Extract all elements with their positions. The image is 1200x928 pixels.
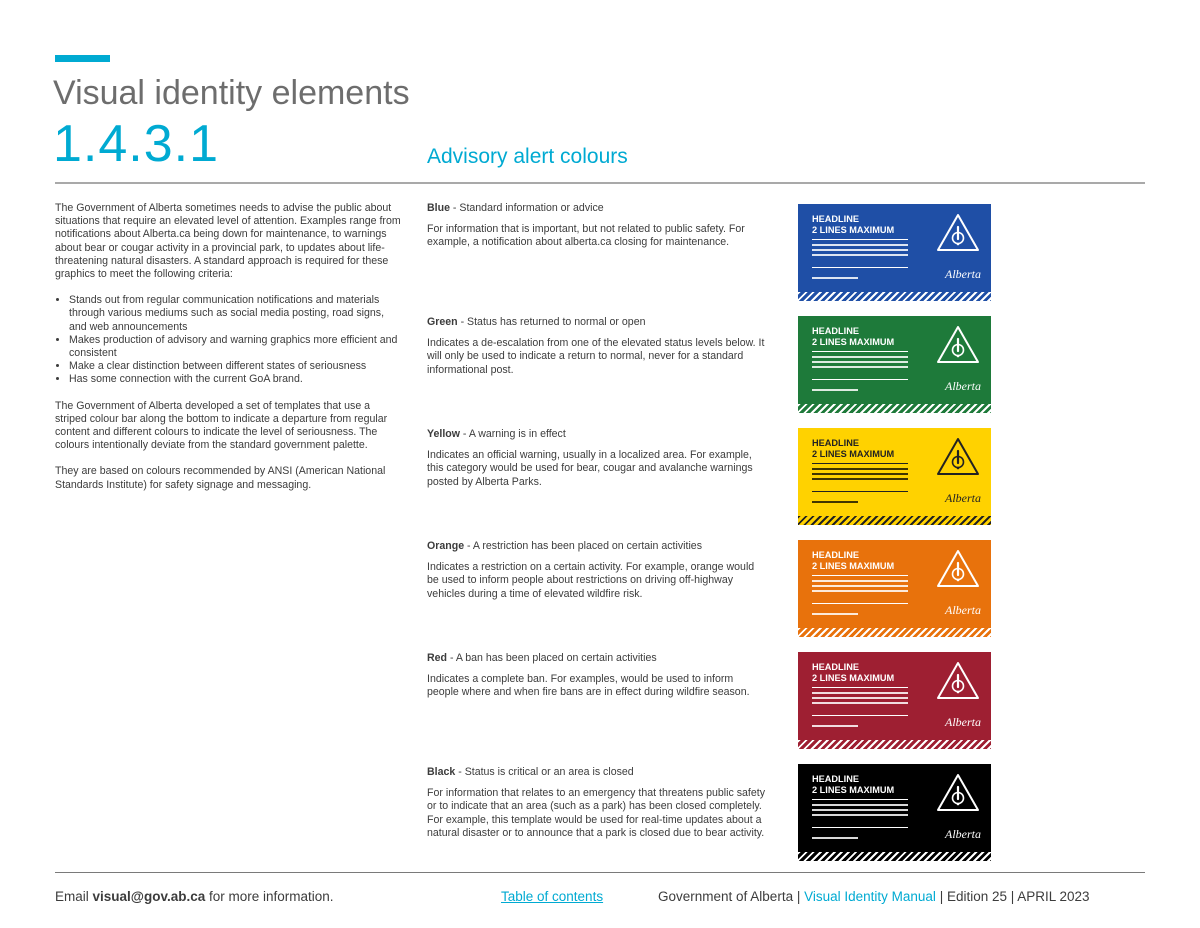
top-divider bbox=[55, 182, 1145, 184]
alert-black-text bbox=[427, 766, 767, 840]
alert-green-text bbox=[427, 316, 767, 377]
section-title: Visual identity elements bbox=[53, 74, 410, 112]
card-divider bbox=[812, 379, 908, 380]
card-divider bbox=[812, 491, 908, 492]
card-footer-line bbox=[812, 837, 858, 839]
accent-bar bbox=[55, 55, 110, 62]
alert-orange-text bbox=[427, 540, 767, 601]
alert-level-description: For information that relates to an emergency that threatens public safety or to indicate that an area (such as a park) has been closed completely. For example, this template would be used for real-time updates about a natural disaster or to announce that a park is closed due to bear activity. bbox=[427, 787, 766, 839]
intro-text bbox=[55, 202, 401, 505]
alert-card-yellow bbox=[798, 428, 991, 525]
bottom-divider bbox=[55, 872, 1145, 873]
card-headline: HEADLINE 2 LINES MAXIMUM bbox=[812, 550, 895, 571]
card-headline: HEADLINE 2 LINES MAXIMUM bbox=[812, 214, 895, 235]
card-footer-line bbox=[812, 389, 858, 391]
card-stripe-bar bbox=[798, 404, 991, 413]
card-body-lines bbox=[812, 692, 908, 707]
card-footer-line bbox=[812, 501, 858, 503]
alert-level-description: Indicates a restriction on a certain activity. For example, orange would be used to inform people about restrictions on driving off-highway vehicles during a time of elevated wildfire risk. bbox=[427, 561, 755, 600]
alert-level-summary: - A restriction has been placed on certain activities bbox=[464, 540, 702, 552]
warning-triangle-icon bbox=[936, 661, 980, 701]
footer-contact: Email visual@gov.ab.ca for more information. bbox=[55, 889, 334, 904]
alert-level-description: Indicates a complete ban. For examples, would be used to inform people where and when fire bans are in effect during wildfire season. bbox=[427, 673, 750, 699]
page-heading: Advisory alert colours bbox=[427, 145, 628, 168]
alert-level-summary: - Standard information or advice bbox=[449, 202, 604, 214]
card-divider bbox=[812, 687, 908, 688]
table-of-contents-link[interactable]: Table of contents bbox=[501, 889, 604, 904]
intro-paragraph: They are based on colours recommended by ANSI (American National Standards Institute) for safety signage and messaging. bbox=[55, 465, 386, 491]
card-divider bbox=[812, 715, 908, 716]
footer-edition: Government of Alberta | Visual Identity Manual | Edition 25 | APRIL 2023 bbox=[658, 889, 1090, 904]
alert-blue-text bbox=[427, 202, 767, 250]
card-headline: HEADLINE 2 LINES MAXIMUM bbox=[812, 774, 895, 795]
alert-level-description: For information that is important, but not related to public safety. For example, a notification about alberta.ca closing for maintenance. bbox=[427, 223, 745, 249]
alert-card-red bbox=[798, 652, 991, 749]
alert-level-summary: - A ban has been placed on certain activities bbox=[447, 652, 657, 664]
intro-paragraph: The Government of Alberta sometimes needs to advise the public about situations that require an elevated level of attention. Examples range from notifications about Alberta.ca being down for maintenance, to warnings about bear or cougar activity in a provincial park, to updates about life-threatening natural disasters. A standard approach is required for these graphics to meet the following criteria: bbox=[55, 202, 401, 281]
alberta-logo: Alberta bbox=[945, 491, 981, 505]
alert-level-description: Indicates an official warning, usually in a localized area. For example, this category would be used for bear, cougar and avalanche warnings posted by Alberta Parks. bbox=[427, 449, 753, 488]
card-divider bbox=[812, 603, 908, 604]
alert-level-summary: - A warning is in effect bbox=[459, 428, 566, 440]
alert-yellow-text bbox=[427, 428, 767, 489]
card-divider bbox=[812, 351, 908, 352]
criteria-item: • Makes production of advisory and warning graphics more efficient and consistent bbox=[69, 334, 401, 360]
card-footer-line bbox=[812, 725, 858, 727]
alert-level-name: Orange bbox=[427, 540, 465, 552]
card-body-lines bbox=[812, 468, 908, 483]
alert-level-description: Indicates a de-escalation from one of the elevated status levels below. It will only be used to indicate a return to normal, never for a standard informational post. bbox=[427, 337, 765, 376]
card-headline: HEADLINE 2 LINES MAXIMUM bbox=[812, 662, 895, 683]
card-divider bbox=[812, 267, 908, 268]
email-link[interactable]: visual@gov.ab.ca bbox=[92, 889, 206, 904]
card-stripe-bar bbox=[798, 628, 991, 637]
alberta-logo: Alberta bbox=[945, 267, 981, 281]
alert-level-name: Blue bbox=[427, 202, 450, 214]
card-body-lines bbox=[812, 804, 908, 819]
manual-link[interactable]: Visual Identity Manual bbox=[804, 889, 936, 904]
alert-red-text bbox=[427, 652, 767, 700]
card-divider bbox=[812, 239, 908, 240]
card-body-lines bbox=[812, 244, 908, 259]
alert-level-summary: - Status has returned to normal or open bbox=[457, 316, 646, 328]
card-headline: HEADLINE 2 LINES MAXIMUM bbox=[812, 326, 895, 347]
criteria-item: • Stands out from regular communication notifications and materials through various mediums such as social media posting, road signs, and web announcements bbox=[69, 294, 401, 334]
card-footer-line bbox=[812, 277, 858, 279]
card-body-lines bbox=[812, 356, 908, 371]
criteria-list bbox=[55, 294, 401, 386]
section-number: 1.4.3.1 bbox=[53, 115, 220, 173]
criteria-item: • Make a clear distinction between different states of seriousness bbox=[69, 360, 401, 373]
alert-level-name: Red bbox=[427, 652, 448, 664]
card-body-lines bbox=[812, 580, 908, 595]
card-divider bbox=[812, 575, 908, 576]
criteria-item: • Has some connection with the current GoA brand. bbox=[69, 373, 401, 386]
card-stripe-bar bbox=[798, 740, 991, 749]
alberta-logo: Alberta bbox=[945, 715, 981, 729]
card-headline: HEADLINE 2 LINES MAXIMUM bbox=[812, 438, 895, 459]
warning-triangle-icon bbox=[936, 325, 980, 365]
card-divider bbox=[812, 827, 908, 828]
alberta-logo: Alberta bbox=[945, 827, 981, 841]
warning-triangle-icon bbox=[936, 549, 980, 589]
alert-card-black bbox=[798, 764, 991, 861]
alert-level-summary: - Status is critical or an area is closed bbox=[455, 766, 634, 778]
alberta-logo: Alberta bbox=[945, 379, 981, 393]
alert-card-green bbox=[798, 316, 991, 413]
alberta-logo: Alberta bbox=[945, 603, 981, 617]
warning-triangle-icon bbox=[936, 213, 980, 253]
card-stripe-bar bbox=[798, 852, 991, 861]
alert-level-name: Yellow bbox=[427, 428, 460, 440]
card-divider bbox=[812, 799, 908, 800]
card-stripe-bar bbox=[798, 516, 991, 525]
card-divider bbox=[812, 463, 908, 464]
intro-paragraph: The Government of Alberta developed a set of templates that use a striped colour bar along the bottom to indicate a departure from regular content and different colours to indicate the level of seriousness. The colours intentionally deviate from the standard government palette. bbox=[55, 399, 388, 452]
alert-card-orange bbox=[798, 540, 991, 637]
alert-level-name: Green bbox=[427, 316, 458, 328]
card-stripe-bar bbox=[798, 292, 991, 301]
alert-card-blue bbox=[798, 204, 991, 301]
warning-triangle-icon bbox=[936, 773, 980, 813]
warning-triangle-icon bbox=[936, 437, 980, 477]
alert-level-name: Black bbox=[427, 766, 456, 778]
card-footer-line bbox=[812, 613, 858, 615]
